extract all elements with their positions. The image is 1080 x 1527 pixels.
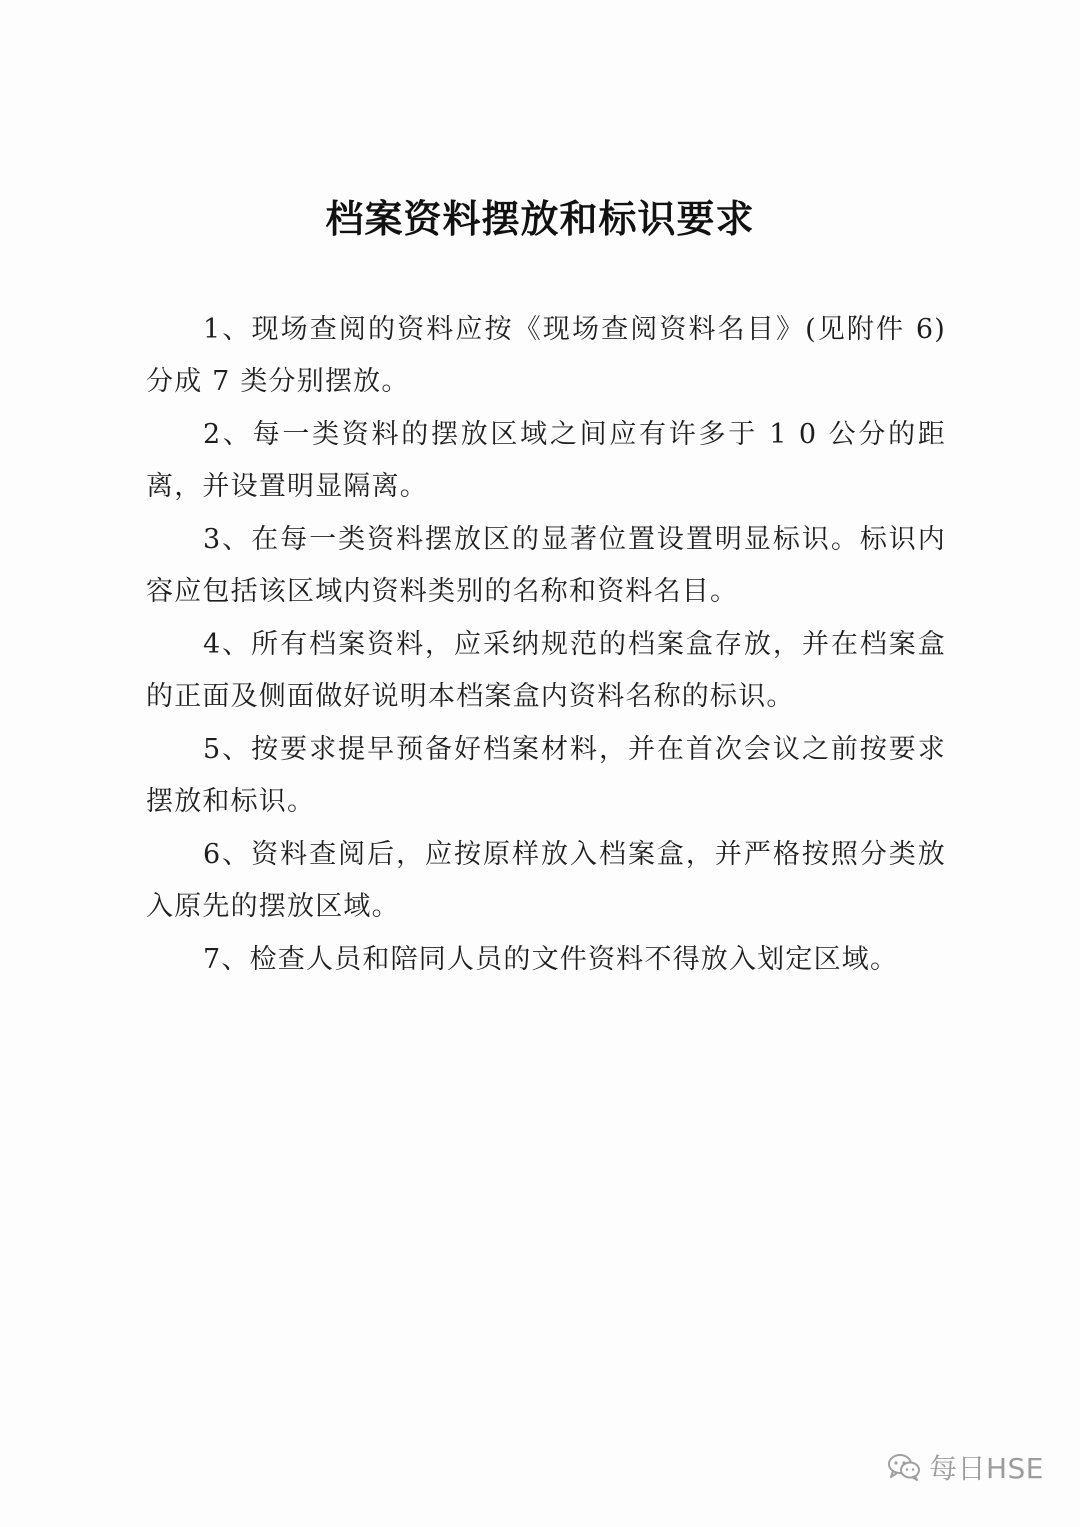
watermark (887, 1447, 1044, 1487)
paragraph-item-3: 3、在每一类资料摆放区的显著位置设置明显标识。标识内容应包括该区域内资料类别的名称和资料名目。 (146, 524, 946, 607)
document-body (146, 304, 946, 987)
paragraph-item-4: 4、所有档案资料，应采纳规范的档案盒存放，并在档案盒的正面及侧面做好说明本档案盒内资料名称的标识。 (146, 629, 946, 712)
paragraph-item-1: 1、现场查阅的资料应按《现场查阅资料名目》(见附件 6)分成 7 类分别摆放。 (146, 314, 946, 397)
paragraph-item-6: 6、资料查阅后，应按原样放入档案盒，并严格按照分类放入原先的摆放区域。 (146, 839, 946, 922)
paragraph-item-7: 7、检查人员和陪同人员的文件资料不得放入划定区域。 (203, 944, 899, 975)
document-title: 档案资料摆放和标识要求 (325, 197, 755, 241)
watermark-text: 每日HSE (928, 1452, 1044, 1485)
paragraph-item-2: 2、每一类资料的摆放区域之间应有许多于 1 0 公分的距离，并设置明显隔离。 (146, 419, 946, 502)
paragraph-item-5: 5、按要求提早预备好档案材料，并在首次会议之前按要求摆放和标识。 (146, 734, 946, 817)
wechat-icon (887, 1452, 921, 1482)
